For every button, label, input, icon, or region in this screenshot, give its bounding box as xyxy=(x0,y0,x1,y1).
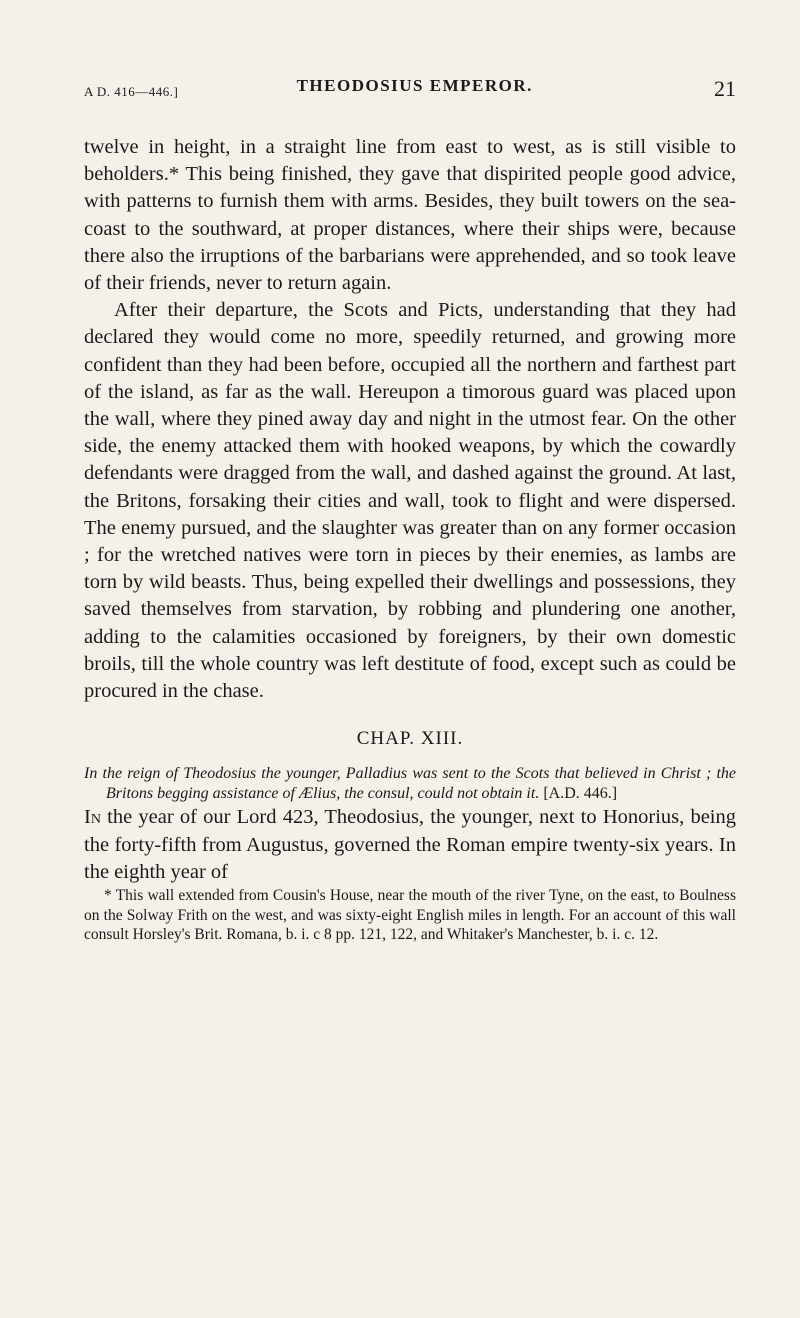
paragraph-departure: After their departure, the Scots and Picts, understanding that they had declared they would come no more, speedily returned, and growing more confident than they had been before, occupied all the northern and farthest part of the island, as far as the wall. Hereupon a timorous guard was placed upon the wall, where they pined away day and night in the utmost fear. On the other side, the enemy attacked them with hooked weapons, by which the cowardly defendants were dragged from the wall, and dashed against the ground. At last, the Britons, forsaking their cities and wall, took to flight and were dispersed. The enemy pursued, and the slaughter was greater than on any former occasion ; for the wretched natives were torn in pieces by their enemies, as lambs are torn by wild beasts. Thus, being expelled their dwellings and possessions, they saved themselves from starvation, by robbing and plundering one another, adding to the calamities occasioned by foreigners, by their own domestic broils, till the whole country was left destitute of food, except such as could be procured in the chase. xyxy=(84,299,736,703)
opening-text: the year of our Lord 423, Theodosius, the younger, next to Honorius, being the forty-fifth from Augustus, governed the Roman empire twenty-six years. In the eighth year of xyxy=(84,806,736,883)
chapter-opening-paragraph xyxy=(84,804,736,886)
opening-small-caps: In xyxy=(84,806,101,829)
running-head-title: THEODOSIUS EMPEROR. xyxy=(296,76,533,95)
running-head xyxy=(84,76,736,100)
page-body xyxy=(84,134,736,945)
chapter-heading: CHAP. XIII. xyxy=(356,728,464,750)
paragraph-continued: twelve in height, in a straight line from east to west, as is still visible to beholders.* This being finished, they gave that dispirited people good advice, with patterns to furnish them with arms. Besides, they built towers on the sea-coast to the southward, at proper distances, where their ships were, because there also the irruptions of the barbarians were apprehended, and so took leave of their friends, never to return again. xyxy=(84,136,736,295)
chapter-summary-date: [A.D. 446.] xyxy=(543,785,618,803)
footnote: * This wall extended from Cousin's House, near the mouth of the river Tyne, on the east, to Boulness on the Solway Frith on the west, and was sixty-eight English miles in length. For an account of this wall consult Horsley's Brit. Romana, b. i. c 8 pp. 121, 122, and Whitaker's Manchester, b. i. c. 12. xyxy=(84,887,736,944)
chapter-summary xyxy=(84,764,736,804)
page-number: 21 xyxy=(714,76,736,101)
running-head-date-range: A D. 416—446.] xyxy=(84,84,179,99)
chapter-summary-text: In the reign of Theodosius the younger, Palladius was sent to the Scots that believed in Christ ; the Britons begging assistance of Ælius, the consul, could not obtain it. xyxy=(84,765,736,803)
